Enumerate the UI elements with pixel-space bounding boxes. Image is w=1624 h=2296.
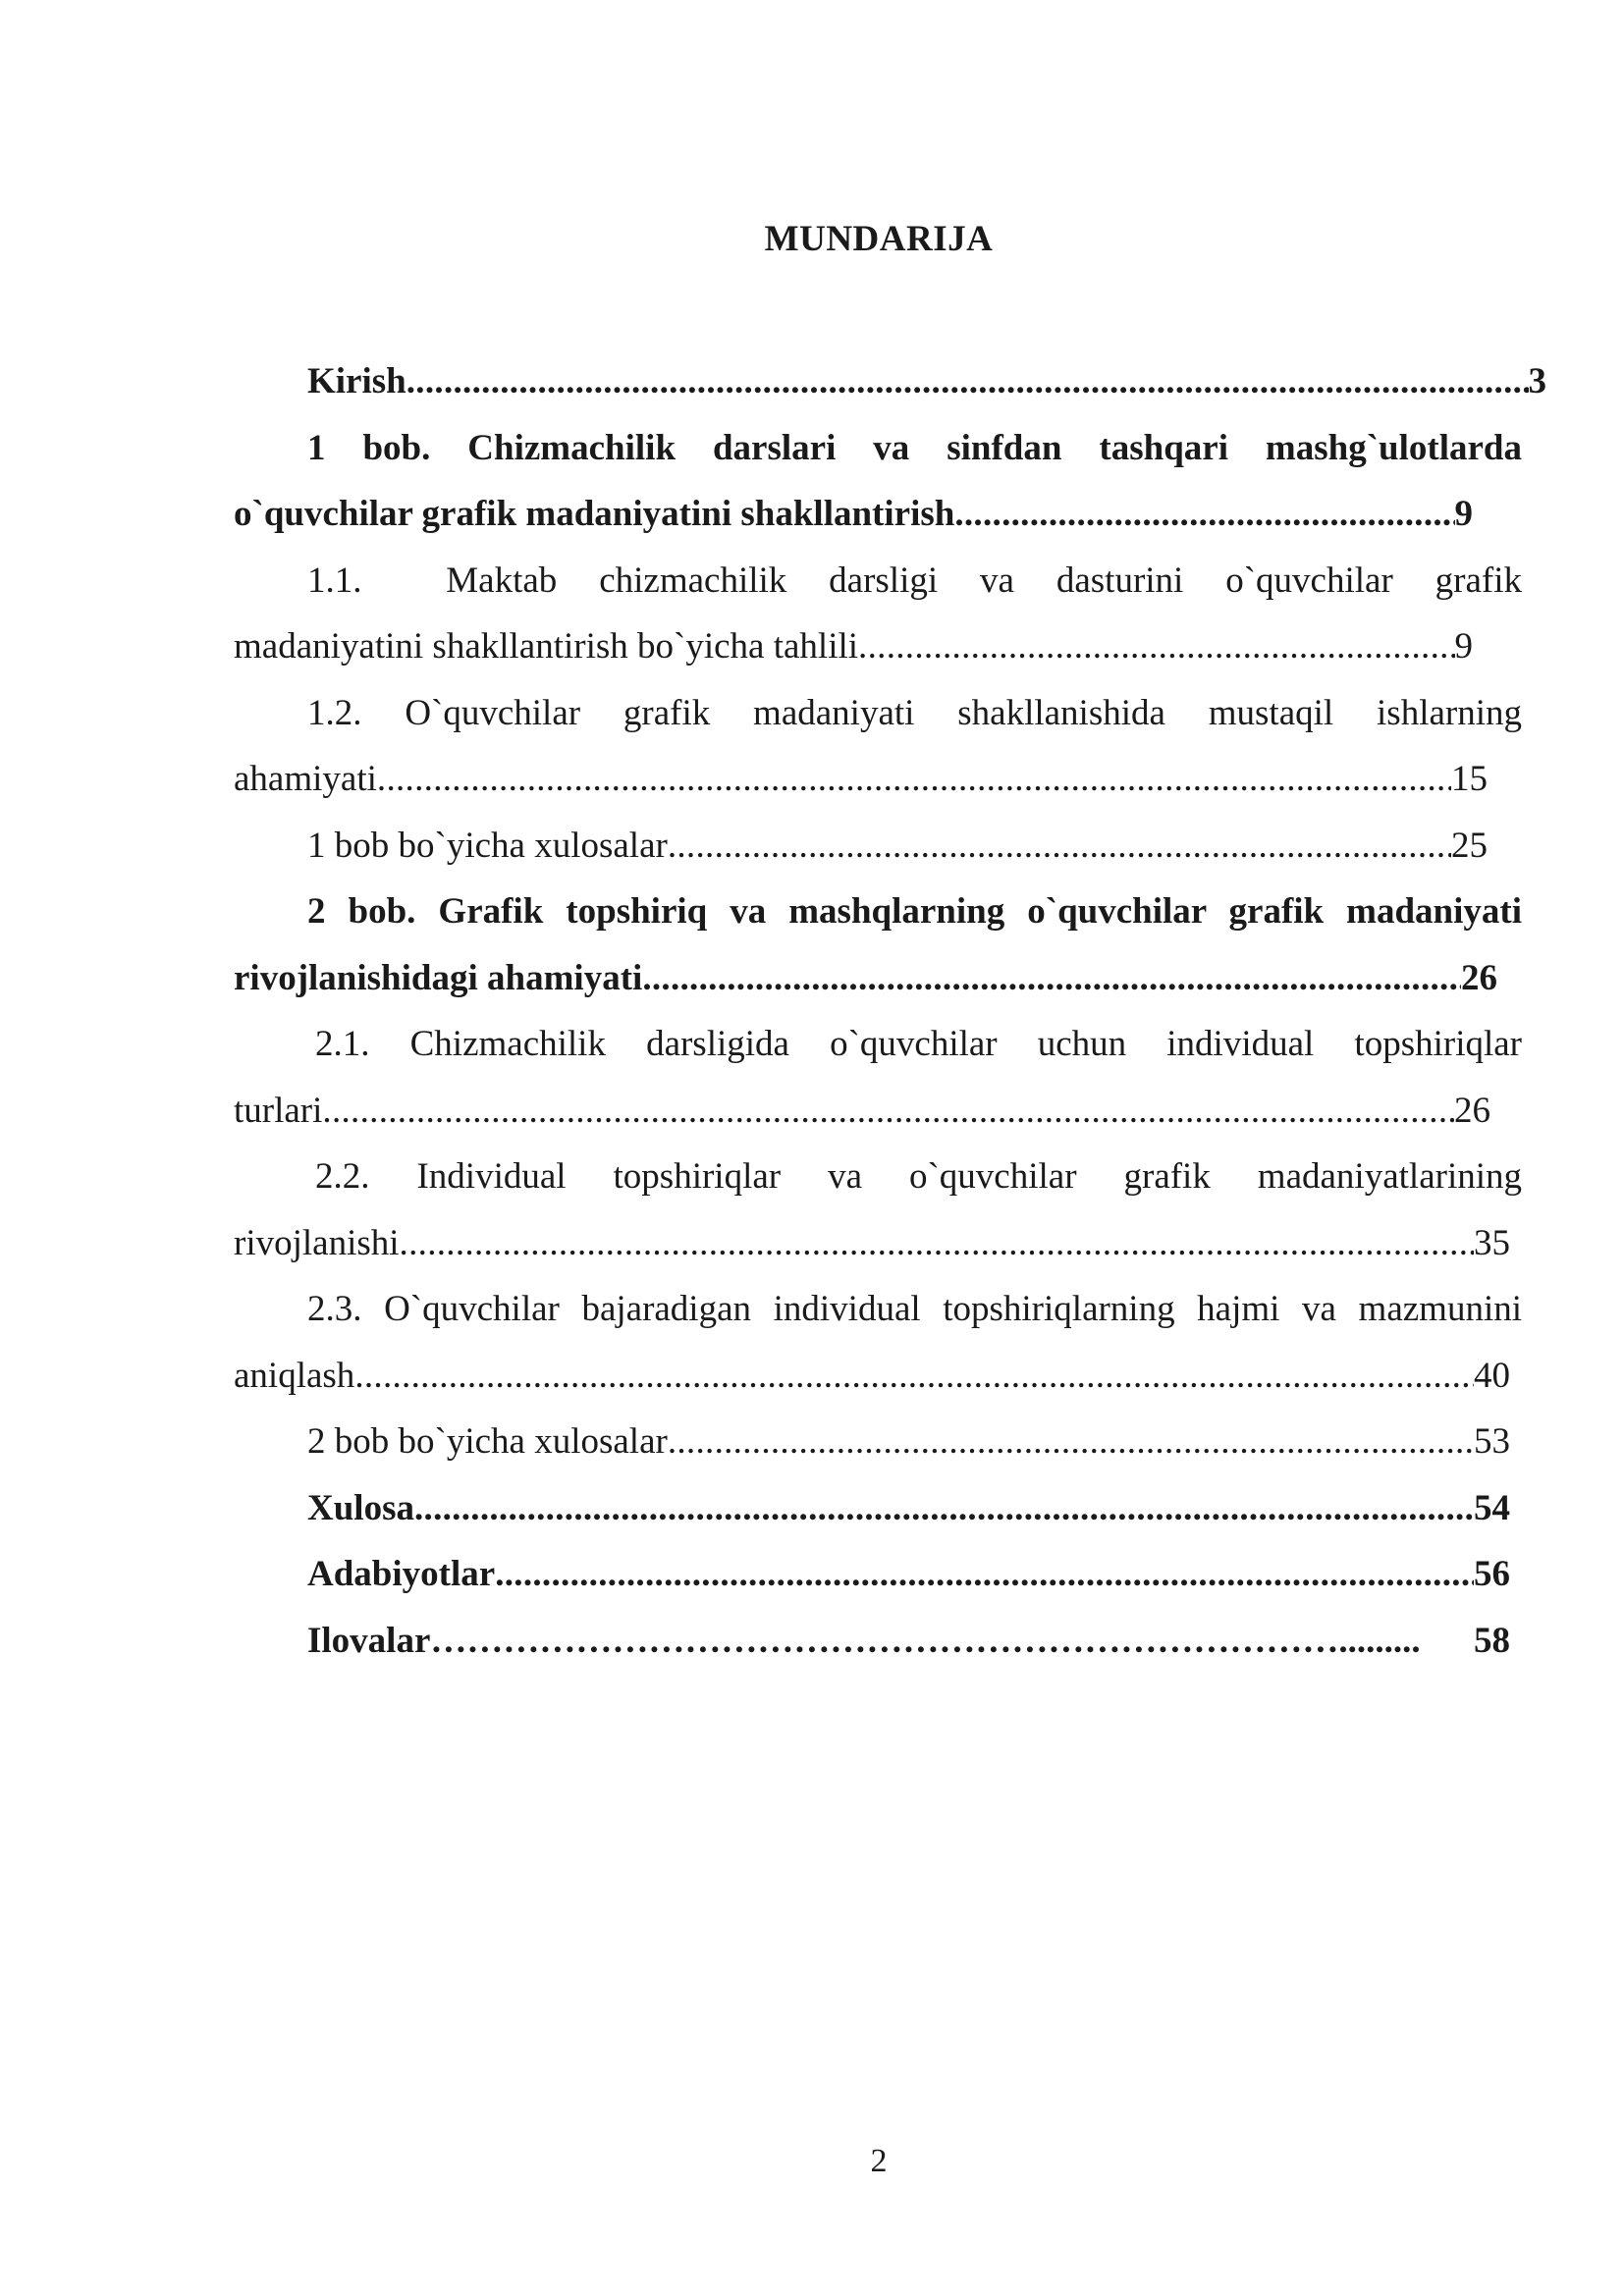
toc-leader-dots xyxy=(954,481,1454,548)
toc-leader-dots xyxy=(400,1210,1474,1277)
toc-entry-ilovalar[interactable] xyxy=(234,1608,1510,1675)
page-number: 2 xyxy=(870,2143,888,2179)
toc-entry-line: 2.2. Individual topshiriqlar va o`quvchilar grafik madaniyatlarining xyxy=(315,1156,1522,1197)
toc-entry-xulosa[interactable] xyxy=(234,1475,1510,1542)
page-title: MUNDARIJA xyxy=(764,219,994,259)
toc-leader-dots xyxy=(377,746,1451,813)
toc-entry-label: ahamiyati xyxy=(234,759,377,799)
toc-entry-section-2-1[interactable] xyxy=(234,1011,1522,1144)
toc-entry-line: 2.3. O`quvchilar bajaradigan individual topshiriqlarning hajmi va mazmunini xyxy=(307,1289,1522,1329)
toc-entry-label: turlari xyxy=(234,1090,323,1131)
toc-entry-chapter-1[interactable] xyxy=(234,415,1522,548)
toc-entry-line: 2 bob. Grafik topshiriq va mashqlarning o`quvchilar grafik madaniyati xyxy=(307,891,1522,932)
toc-entry-chapter-1-conclusions[interactable] xyxy=(234,813,1488,880)
toc-entry-page: 26 xyxy=(1461,957,1497,998)
toc-leader-dots xyxy=(414,1475,1474,1542)
toc-leader-dots xyxy=(406,348,1529,415)
toc-entry-label: 2 bob bo`yicha xulosalar xyxy=(307,1421,668,1462)
toc-entry-label: Ilovalar…………………………………………………………………......... xyxy=(307,1620,1421,1661)
toc-entry-section-2-2[interactable] xyxy=(234,1144,1522,1276)
toc-leader-dots xyxy=(495,1541,1474,1608)
toc-entry-label: Xulosa xyxy=(307,1487,414,1528)
toc-entry-section-2-3[interactable] xyxy=(234,1276,1522,1409)
toc-entry-page: 53 xyxy=(1474,1421,1510,1462)
toc-entry-label: aniqlash xyxy=(234,1355,355,1396)
toc-entry-page: 25 xyxy=(1451,825,1488,866)
toc-entry-label: madaniyatini shakllantirish bo`yicha tahlili xyxy=(234,626,859,667)
toc-entry-page: 58 xyxy=(1474,1620,1510,1661)
toc-entry-page: 56 xyxy=(1474,1554,1510,1594)
toc-entry-label: rivojlanishidagi ahamiyati xyxy=(234,957,643,998)
toc-entry-page: 40 xyxy=(1474,1355,1510,1396)
toc-entry-label: rivojlanishi xyxy=(234,1222,400,1263)
toc-entry-page: 15 xyxy=(1451,759,1488,799)
toc-entry-chapter-2[interactable] xyxy=(234,879,1522,1011)
toc-entry-line: 1.2. O`quvchilar grafik madaniyati shakllanishida mustaqil ishlarning xyxy=(307,692,1522,733)
toc-entry-line: 1.1. Maktab chizmachilik darsligi va dasturini o`quvchilar grafik xyxy=(307,560,1522,601)
toc-entry-page: 54 xyxy=(1474,1487,1510,1528)
toc-entry-label: 1 bob bo`yicha xulosalar xyxy=(307,825,668,866)
toc-entry-chapter-2-conclusions[interactable] xyxy=(234,1409,1510,1475)
toc-entry-label: Kirish xyxy=(307,361,406,401)
toc-entry-page: 9 xyxy=(1454,626,1473,667)
toc-entry-section-1-2[interactable] xyxy=(234,680,1522,813)
toc-leader-dots xyxy=(668,813,1451,880)
toc-entry-page: 3 xyxy=(1528,361,1546,401)
toc-entry-page: 26 xyxy=(1454,1090,1490,1131)
toc-entry-line: 2.1. Chizmachilik darsligida o`quvchilar uchun individual topshiriqlar xyxy=(315,1024,1522,1064)
toc-entry-label: Adabiyotlar xyxy=(307,1554,496,1594)
toc-entry-page: 35 xyxy=(1474,1222,1510,1263)
toc-leader-dots xyxy=(668,1409,1474,1475)
toc-entry-page: 9 xyxy=(1454,494,1473,534)
toc-entry-section-1-1[interactable] xyxy=(234,548,1522,680)
toc-entry-adabiyotlar[interactable] xyxy=(234,1541,1510,1608)
toc-entry-line: 1 bob. Chizmachilik darslari va sinfdan tashqari mashg`ulotlarda xyxy=(307,427,1522,468)
toc-entry-label: o`quvchilar grafik madaniyatini shakllantirish xyxy=(234,494,955,534)
toc-leader-dots xyxy=(322,1078,1454,1145)
toc-leader-dots xyxy=(642,945,1461,1012)
table-of-contents xyxy=(234,348,1546,1674)
toc-leader-dots xyxy=(354,1343,1474,1410)
toc-leader-dots xyxy=(858,614,1454,680)
toc-entry-kirish[interactable] xyxy=(234,348,1546,415)
